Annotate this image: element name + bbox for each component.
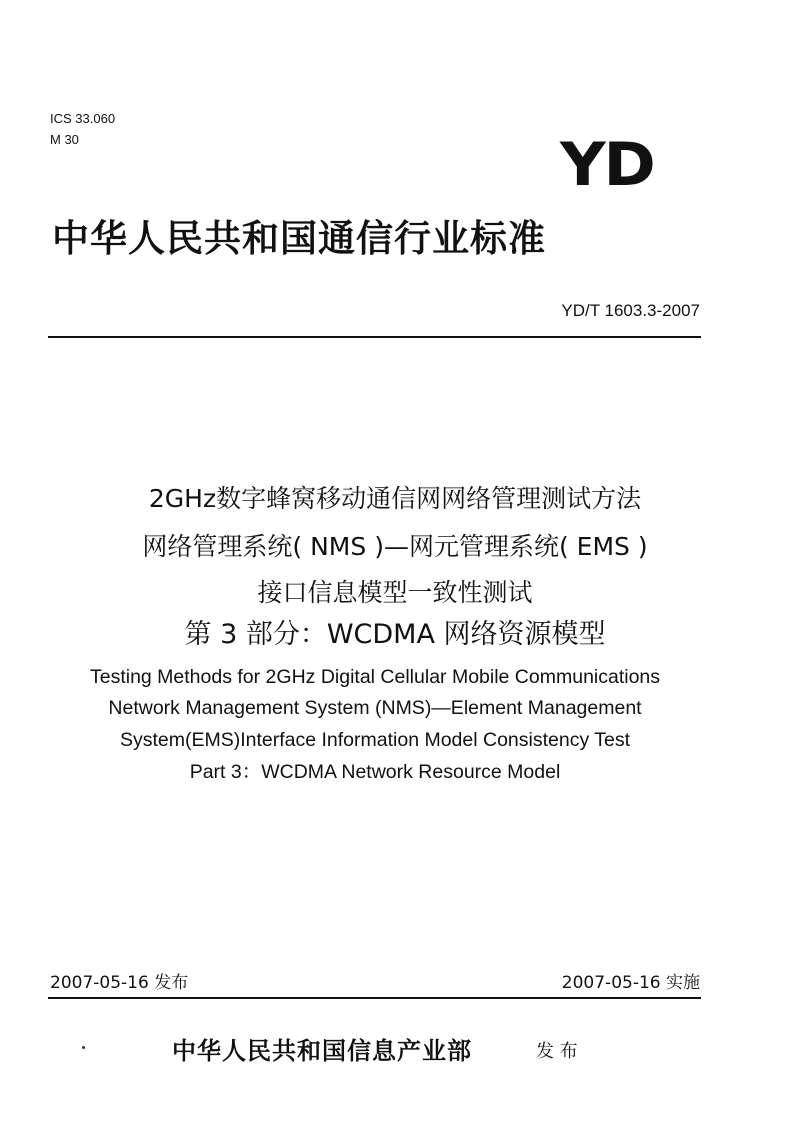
title-en-line-1: Testing Methods for 2GHz Digital Cellular Mobile Communications <box>89 666 661 688</box>
issuer-name: 中华人民共和国信息产业部 <box>172 1036 472 1065</box>
ics-code: ICS 33.060 <box>50 111 116 126</box>
standard-number: YD/T 1603.3-2007 <box>561 301 700 320</box>
title-zh-line-2: 网络管理系统( NMS )—网元管理系统( EMS ) <box>142 532 648 561</box>
top-divider <box>48 336 701 338</box>
title-en-line-3: System(EMS)Interface Information Model Consistency Test <box>119 729 631 751</box>
title-en-line-4: Part 3：WCDMA Network Resource Model <box>189 761 561 783</box>
implementation-date: 2007-05-16 实施 <box>561 973 700 993</box>
classification-code: M 30 <box>50 132 79 147</box>
stray-dot <box>82 1046 85 1049</box>
title-zh-line-3: 接口信息模型一致性测试 <box>257 578 533 607</box>
bottom-divider <box>48 997 701 999</box>
title-zh-line-1: 2GHz数字蜂窝移动通信网网络管理测试方法 <box>148 484 642 513</box>
title-zh-line-4: 第 3 部分：WCDMA 网络资源模型 <box>184 619 606 650</box>
issue-date: 2007-05-16 发布 <box>50 973 189 993</box>
title-en-line-2: Network Management System (NMS)—Element Management <box>108 697 642 719</box>
yd-logo: YD <box>560 130 654 200</box>
issued-label: 发 布 <box>536 1041 578 1062</box>
standard-title: 中华人民共和国通信行业标准 <box>52 217 546 260</box>
